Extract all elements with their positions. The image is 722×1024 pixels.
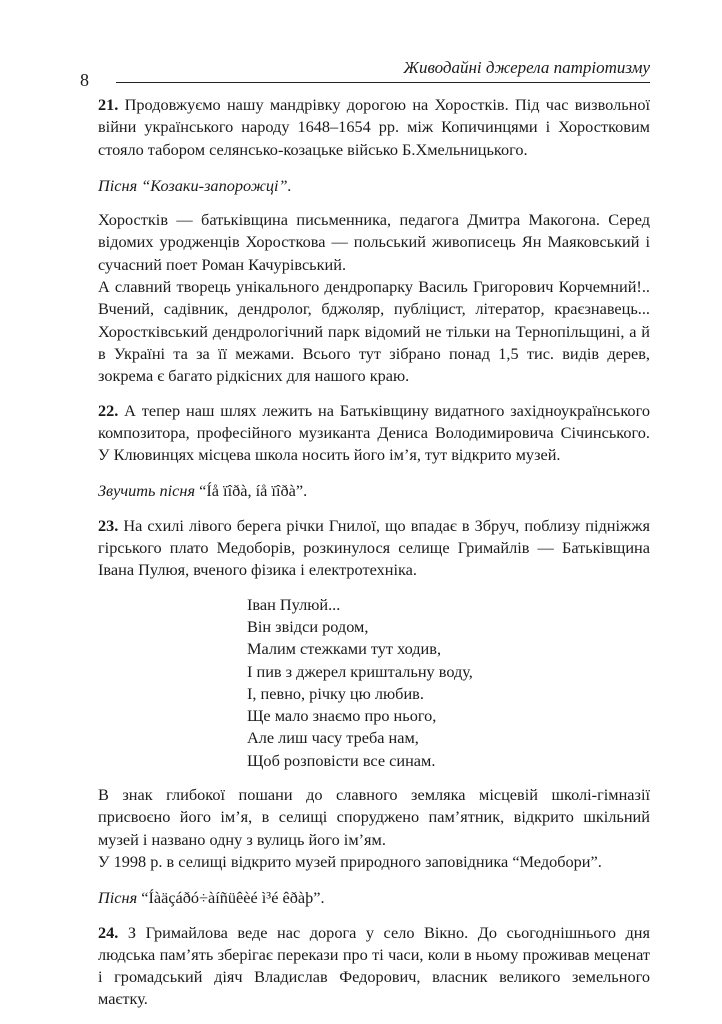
page-header	[80, 58, 650, 90]
section-number: 21.	[98, 95, 119, 114]
song-label: Пісня	[98, 888, 142, 908]
section-24	[98, 922, 650, 1011]
poem-line: І, певно, річку цю любив.	[247, 683, 424, 703]
section-text: На схилі лівого берега річки Гнилої, що впадає в Збруч, поблизу підніжжя гірського плато Медоборів, розкинулося селище Гримайлів — Батьківщина Івана Пулюя, вченого фізика і електротехніка.	[98, 515, 650, 580]
poem-line: Щоб розповісти все синам.	[247, 750, 436, 770]
section-text: А тепер наш шлях лежить на Батьківщину видатного західноукраїнського композитора, професійного музиканта Дениса Володимировича Січинського. У Клювинцях місцева школа носить його ім’я, тут відкрито музей.	[98, 400, 650, 465]
song-note-2	[98, 480, 650, 502]
poem-line: Він звідси родом,	[247, 616, 369, 636]
song-title: “Íàäçáðó÷àíñüêèé ì³é êðàþ”.	[141, 888, 325, 908]
section-21	[98, 94, 650, 161]
poem-line: Іван Пулюй...	[247, 594, 341, 614]
song-note-3	[98, 887, 650, 909]
header-rule	[116, 82, 650, 83]
song-label: Пісня	[98, 175, 142, 195]
poem-line: Малим стежками тут ходив,	[247, 639, 442, 659]
page-body	[98, 94, 650, 1011]
song-title: “Козаки-запорожці”.	[141, 175, 292, 195]
paragraph-museum: У 1998 р. в селищі відкрито музей природного заповідника “Медобори”.	[98, 851, 602, 871]
paragraph-khorostkiv: Хоростків — батьківщина письменника, педагога Дмитра Макогона. Серед відомих уродженців Хоросткова — польський живописець Ян Маяковський і сучасний поет Роман Качурівський.	[98, 210, 650, 274]
section-23	[98, 515, 650, 582]
paragraph-korchemnyi: А славний творець унікального дендропарку Василь Григорович Корчемний!.. Вчений, садівник, дендролог, бджоляр, публіцист, літератор, краєзнавець... Хоростківський дендрологічний парк відомий не тільки на Тернопільщині, а й в Україні та за її межами. Всього тут зібрано понад 1,5 тис. видів дерев, зокрема є багато рідкісних для нашого краю.	[98, 277, 650, 386]
section-text: Продовжуємо нашу мандрівку дорогою на Хоростків. Під час визвольної війни українського народу 1648–1654 рр. між Копичинцями і Хоростковим стояло табором селянсько-козацьке військо Б.Хмельницького.	[98, 95, 650, 159]
section-text: З Гримайлова веде нас дорога у село Вікно. До сьогоднішнього дня людська пам’ять зберігає перекази про ті часи, коли в ньому проживав меценат і громадський діяч Владислав Федорович, власник великого земельного маєтку.	[98, 922, 650, 1009]
poem	[247, 594, 650, 772]
page-number: 8	[80, 70, 89, 90]
section-22	[98, 400, 650, 467]
song-title: “Íå ïîðà, íå ïîðà”.	[199, 481, 308, 501]
running-title: Живодайні джерела патріотизму	[403, 58, 650, 77]
poem-line: Але лиш часу треба нам,	[247, 728, 419, 748]
section-number: 24.	[98, 922, 119, 942]
song-note-1	[98, 175, 650, 197]
section-number: 23.	[98, 515, 119, 535]
poem-line: Ще мало знаємо про нього,	[247, 706, 437, 726]
poem-line: І пив з джерел криштальну воду,	[247, 661, 473, 681]
section-number: 22.	[98, 400, 119, 420]
song-label: Звучить пісня	[98, 481, 200, 501]
paragraph-gymnasium: В знак глибокої пошани до славного земляка місцевій школі-гімназії присвоєно його ім’я, в селищі споруджено пам’ятник, відкрито шкільний музей і названо одну з вулиць його ім’ям.	[98, 785, 650, 849]
